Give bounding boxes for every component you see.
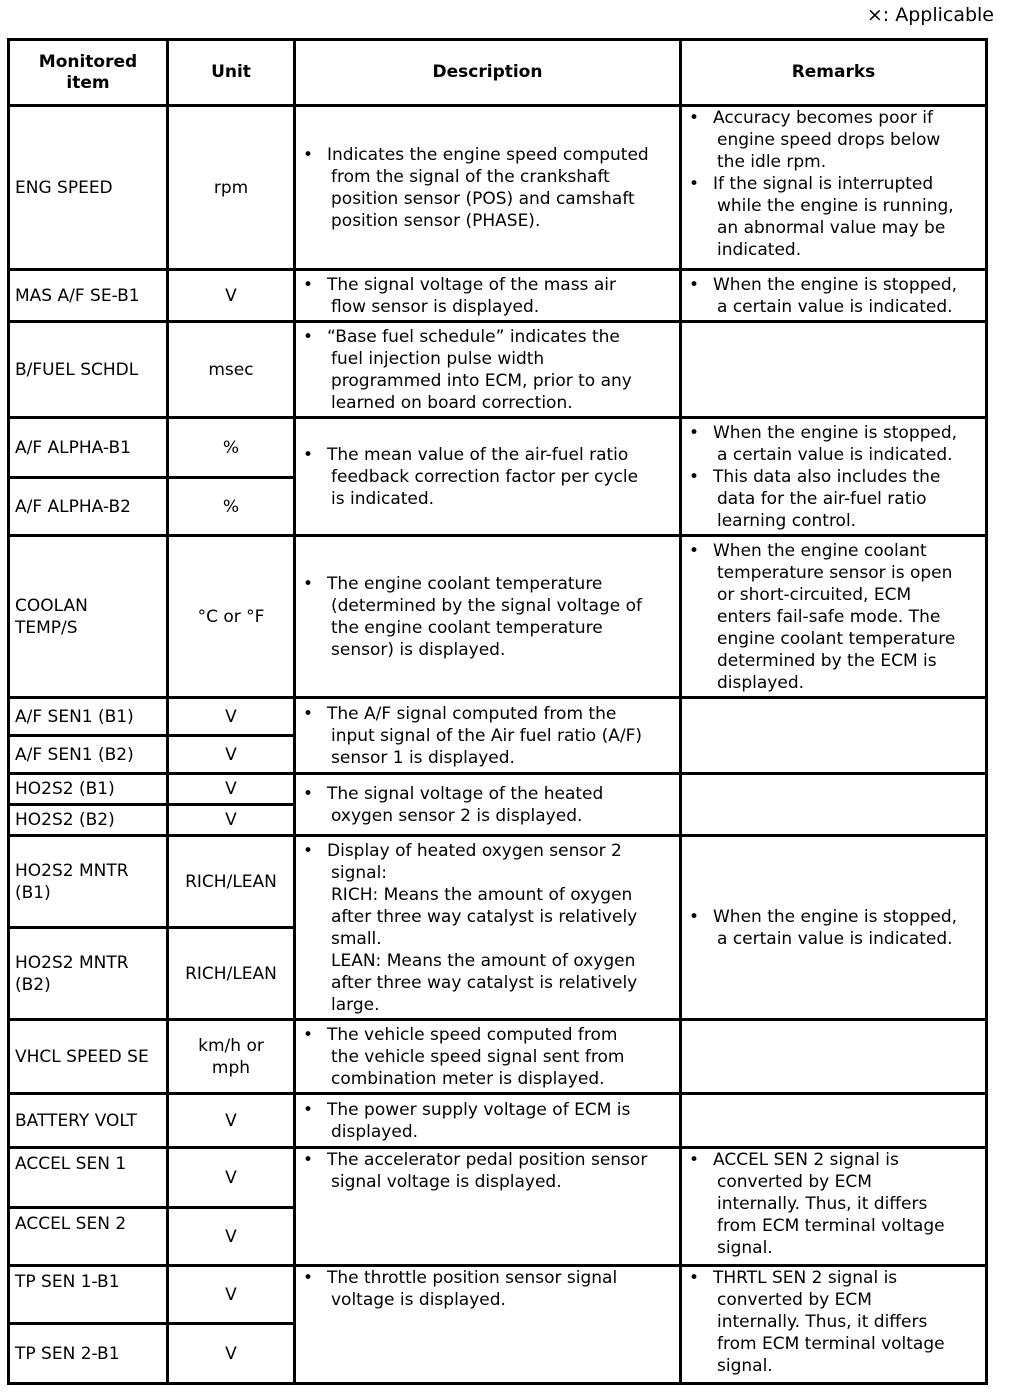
item-cell: TP SEN 2-B1 [9,1324,168,1384]
text-line: from ECM terminal voltage [717,1216,945,1236]
text-line: flow sensor is displayed. [331,296,540,317]
text-line: is indicated. [331,488,435,509]
description-cell [295,322,681,418]
remark-bullet [687,422,980,466]
description-bullet [301,444,674,510]
header-remarks [681,40,987,106]
item-cell: ENG SPEED [9,106,168,270]
description-cell [295,1020,681,1094]
table-row [9,1266,987,1324]
text-line: • Display of heated oxygen sensor 2 [327,840,622,861]
text-line: (B2) [15,974,51,995]
table-row [9,270,987,322]
description-bullet [301,1267,674,1311]
item-cell: VHCL SPEED SE [9,1020,168,1094]
remarks-cell [681,270,987,322]
remarks-cell-empty [681,698,987,774]
table-row [9,1094,987,1148]
text-line: • “Base fuel schedule” indicates the [327,326,620,347]
item-cell: A/F SEN1 (B2) [9,736,168,774]
text-line: learned on board correction. [331,392,573,413]
text-line: LEAN: Means the amount of oxygen [331,950,636,971]
text-line: • The signal voltage of the mass air [327,274,616,295]
text-line: a certain value is indicated. [717,296,953,317]
remarks-cell [681,106,987,270]
text-line: RICH: Means the amount of oxygen [331,884,633,905]
remark-bullet [687,173,980,261]
unit-cell: % [168,478,295,536]
remarks-cell [681,836,987,1020]
text-line: engine coolant temperature [717,628,956,649]
remarks-cell [681,1266,987,1384]
text-line: programmed into ECM, prior to any [331,370,632,391]
unit-cell: V [168,1148,295,1208]
text-line: • The engine coolant temperature [327,573,603,594]
text-line: • When the engine is stopped, [713,274,958,295]
description-cell [295,106,681,270]
remark-bullet [687,466,980,532]
text-line: determined by the ECM is [717,650,937,671]
table-row [9,1148,987,1208]
table-row [9,1020,987,1094]
text-line: signal. [717,1238,773,1258]
text-line: data for the air-fuel ratio [717,488,927,509]
text-line: • The signal voltage of the heated [327,783,604,804]
text-line: • The vehicle speed computed from [327,1024,618,1045]
text-line: signal: [331,862,388,883]
text-line: • The A/F signal computed from the [327,703,617,724]
unit-cell: V [168,270,295,322]
text-line: internally. Thus, it differs [717,1194,928,1214]
text-line: HO2S2 MNTR [15,952,129,973]
description-cell [295,270,681,322]
text-line: TEMP/S [15,617,78,638]
text-line: • The accelerator pedal position sensor [327,1150,648,1170]
text-line: signal voltage is displayed. [331,1172,562,1192]
item-cell: HO2S2 (B1) [9,774,168,805]
unit-cell: V [168,805,295,836]
text-line: internally. Thus, it differs [717,1312,928,1332]
text-line: small. [331,928,382,949]
text-line: input signal of the Air fuel ratio (A/F) [331,725,643,746]
description-bullet [301,573,674,661]
remarks-cell [681,1148,987,1266]
text-line: from ECM terminal voltage [717,1334,945,1354]
text-line: km/h or [198,1035,264,1056]
table-row [9,106,987,270]
item-cell [9,928,168,1020]
table-row [9,836,987,928]
text-line: the vehicle speed signal sent from [331,1046,625,1067]
text-line: • ACCEL SEN 2 signal is [713,1150,899,1170]
text-line: position sensor (POS) and camshaft [331,188,635,209]
text-line: voltage is displayed. [331,1290,506,1310]
text-line: displayed. [717,672,805,693]
text-line: enters fail-safe mode. The [717,606,941,627]
description-cell [295,1094,681,1148]
text-line: learning control. [717,510,857,531]
text-line: large. [331,994,380,1015]
unit-cell: V [168,736,295,774]
description-bullet [301,144,674,232]
text-line: an abnormal value may be [717,218,946,238]
description-bullet [301,274,674,318]
description-bullet [301,1149,674,1193]
remarks-cell-empty [681,1094,987,1148]
text-line: COOLAN [15,595,88,616]
text-line: • When the engine is stopped, [713,422,958,443]
text-line: • The throttle position sensor signal [327,1268,618,1288]
unit-cell: V [168,774,295,805]
table-row [9,418,987,478]
remark-bullet [687,1149,980,1259]
table-row [9,536,987,698]
text-line: sensor) is displayed. [331,639,506,660]
item-cell [9,536,168,698]
table-row [9,774,987,805]
unit-cell: RICH/LEAN [168,928,295,1020]
text-line: a certain value is indicated. [717,928,953,949]
text-line: combination meter is displayed. [331,1068,605,1089]
header-unit-label: Unit [211,62,251,82]
unit-cell: % [168,418,295,478]
description-bullet [301,703,674,769]
item-cell: TP SEN 1-B1 [9,1266,168,1324]
text-line: HO2S2 MNTR [15,860,129,881]
description-bullet [301,840,674,1016]
text-line: • The mean value of the air-fuel ratio [327,444,629,465]
remark-bullet [687,1267,980,1377]
table-row [9,698,987,736]
remarks-cell-empty [681,774,987,836]
header-description-label: Description [432,62,543,82]
remark-bullet [687,906,980,950]
description-cell [295,774,681,836]
header-description [295,40,681,106]
item-cell: B/FUEL SCHDL [9,322,168,418]
text-line: converted by ECM [717,1172,872,1192]
remark-bullet [687,540,980,694]
unit-cell: RICH/LEAN [168,836,295,928]
text-line: • If the signal is interrupted [713,174,934,194]
unit-cell: V [168,1208,295,1266]
remark-bullet [687,274,980,318]
text-line: (determined by the signal voltage of [331,595,642,616]
item-cell: MAS A/F SE-B1 [9,270,168,322]
description-cell [295,698,681,774]
description-bullet [301,783,674,827]
text-line: feedback correction factor per cycle [331,466,639,487]
item-cell: BATTERY VOLT [9,1094,168,1148]
text-line: temperature sensor is open [717,562,953,583]
unit-cell: V [168,698,295,736]
description-bullet [301,326,674,414]
item-cell: ACCEL SEN 2 [9,1208,168,1266]
text-line: the idle rpm. [717,152,827,172]
text-line: engine speed drops below [717,130,941,150]
text-line: from the signal of the crankshaft [331,166,610,187]
text-line: • This data also includes the [713,466,941,487]
item-cell: HO2S2 (B2) [9,805,168,836]
header-monitored-item [9,40,168,106]
text-line: • When the engine is stopped, [713,906,958,927]
item-cell [9,836,168,928]
description-cell [295,1266,681,1384]
text-line: signal. [717,1356,773,1376]
item-cell: A/F ALPHA-B1 [9,418,168,478]
text-line: • The power supply voltage of ECM is [327,1099,631,1120]
item-cell: A/F SEN1 (B1) [9,698,168,736]
text-line: fuel injection pulse width [331,348,545,369]
unit-cell: V [168,1266,295,1324]
text-line: • When the engine coolant [713,540,927,561]
description-cell [295,536,681,698]
remarks-cell [681,418,987,536]
text-line: the engine coolant temperature [331,617,603,638]
text-line: • THRTL SEN 2 signal is [713,1268,898,1288]
remark-bullet [687,107,980,173]
header-monitored-item-label: Monitored item [38,51,138,93]
item-cell: A/F ALPHA-B2 [9,478,168,536]
unit-cell: V [168,1324,295,1384]
text-line: or short-circuited, ECM [717,584,912,605]
text-line: after three way catalyst is relatively [331,972,638,993]
data-monitor-table [7,38,988,1385]
description-bullet [301,1099,674,1143]
text-line: after three way catalyst is relatively [331,906,638,927]
text-line: converted by ECM [717,1290,872,1310]
description-bullet [301,1024,674,1090]
remarks-cell [681,536,987,698]
unit-cell: msec [168,322,295,418]
remarks-cell-empty [681,322,987,418]
text-line: oxygen sensor 2 is displayed. [331,805,583,826]
text-line: position sensor (PHASE). [331,210,541,231]
text-line: while the engine is running, [717,196,954,216]
unit-cell: rpm [168,106,295,270]
text-line: sensor 1 is displayed. [331,747,515,768]
description-cell [295,418,681,536]
text-line: • Accuracy becomes poor if [713,108,933,128]
item-cell: ACCEL SEN 1 [9,1148,168,1208]
text-line: a certain value is indicated. [717,444,953,465]
text-line: (B1) [15,882,51,903]
text-line: displayed. [331,1121,419,1142]
text-line: mph [211,1057,251,1078]
unit-cell: °C or °F [168,536,295,698]
table-row [9,322,987,418]
unit-cell [168,1020,295,1094]
header-remarks-label: Remarks [791,62,876,82]
description-cell [295,1148,681,1266]
applicable-legend: ×: Applicable [866,4,994,26]
unit-cell: V [168,1094,295,1148]
header-unit [168,40,295,106]
text-line: indicated. [717,240,802,260]
description-cell [295,836,681,1020]
table-header-row [9,40,987,106]
remarks-cell-empty [681,1020,987,1094]
text-line: • Indicates the engine speed computed [327,144,649,165]
